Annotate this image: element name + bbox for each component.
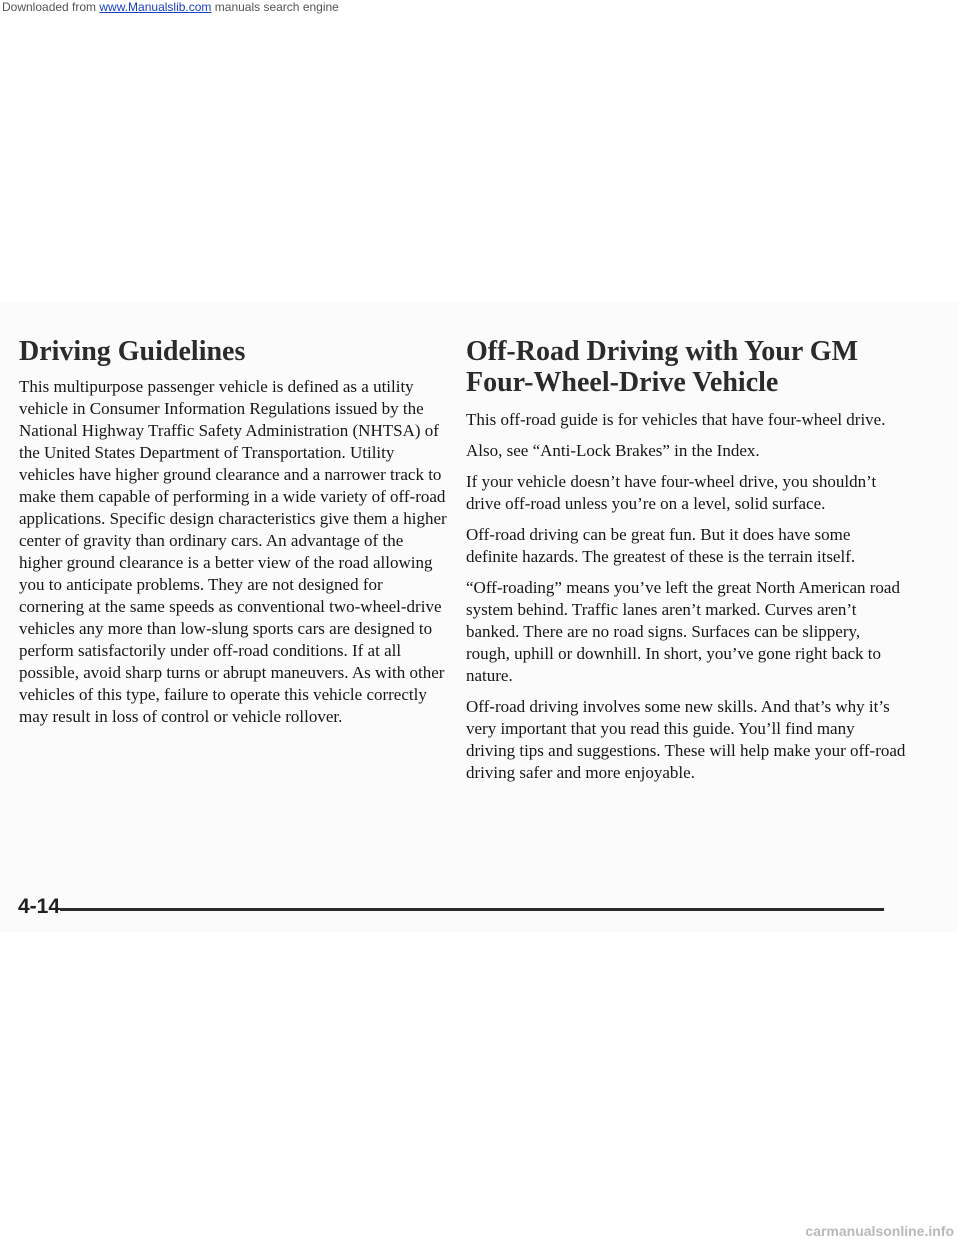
off-road-paragraph-2: Also, see “Anti-Lock Brakes” in the Index. (466, 441, 760, 460)
off-road-paragraph-1: This off-road guide is for vehicles that have four-wheel drive. (466, 410, 886, 429)
watermark-text: carmanualsonline.info (805, 1223, 954, 1239)
driving-guidelines-section (19, 336, 449, 737)
driving-guidelines-heading: Driving Guidelines (19, 336, 246, 367)
driving-guidelines-paragraph: This multipurpose passenger vehicle is defined as a utility vehicle in Consumer Information Regulations issued by the National Highway Traffic Safety Administration (NHTSA) of the United States Department of Transportation. Utility vehicles have higher ground clearance and a narrower track to make them capable of performing in a wide variety of off-road applications. Specific design characteristics give them a higher center of gravity than ordinary cars. An advantage of the higher ground clearance is a better view of the road allowing you to anticipate problems. They are not designed for cornering at the same speeds as conventional two-wheel-drive vehicles any more than low-slung sports cars are designed to perform satisfactorily under off-road conditions. If at all possible, avoid sharp turns or abrupt maneuvers. As with other vehicles of this type, failure to operate this vehicle correctly may result in loss of control or vehicle rollover. (19, 377, 447, 726)
download-banner (2, 0, 960, 16)
manualslib-link[interactable]: www.Manualslib.com (99, 0, 212, 14)
off-road-paragraph-4: Off-road driving can be great fun. But it does have some definite hazards. The greatest of these is the terrain itself. (466, 525, 856, 566)
off-road-paragraph-6: Off-road driving involves some new skills. And that’s why it’s very important that you read this guide. You’ll find many driving tips and suggestions. These will help make your off-road driving safer and more enjoyable. (466, 697, 906, 782)
off-road-paragraph-5: “Off-roading” means you’ve left the great North American road system behind. Traffic lanes aren’t marked. Curves aren’t banked. There are no road signs. Surfaces can be slippery, rough, uphill or downhill. In short, you’ve gone right back to nature. (466, 578, 900, 685)
off-road-driving-section (466, 336, 906, 793)
off-road-paragraph-3: If your vehicle doesn’t have four-wheel drive, you shouldn’t drive off-road unless you’re on a level, solid surface. (466, 472, 877, 513)
page-number: 4-14 (18, 895, 61, 918)
off-road-driving-heading: Off-Road Driving with Your GM Four-Wheel-Drive Vehicle (466, 336, 858, 398)
download-banner-suffix: manuals search engine (211, 0, 339, 14)
download-banner-prefix: Downloaded from (2, 0, 100, 14)
footer-rule (60, 908, 884, 911)
